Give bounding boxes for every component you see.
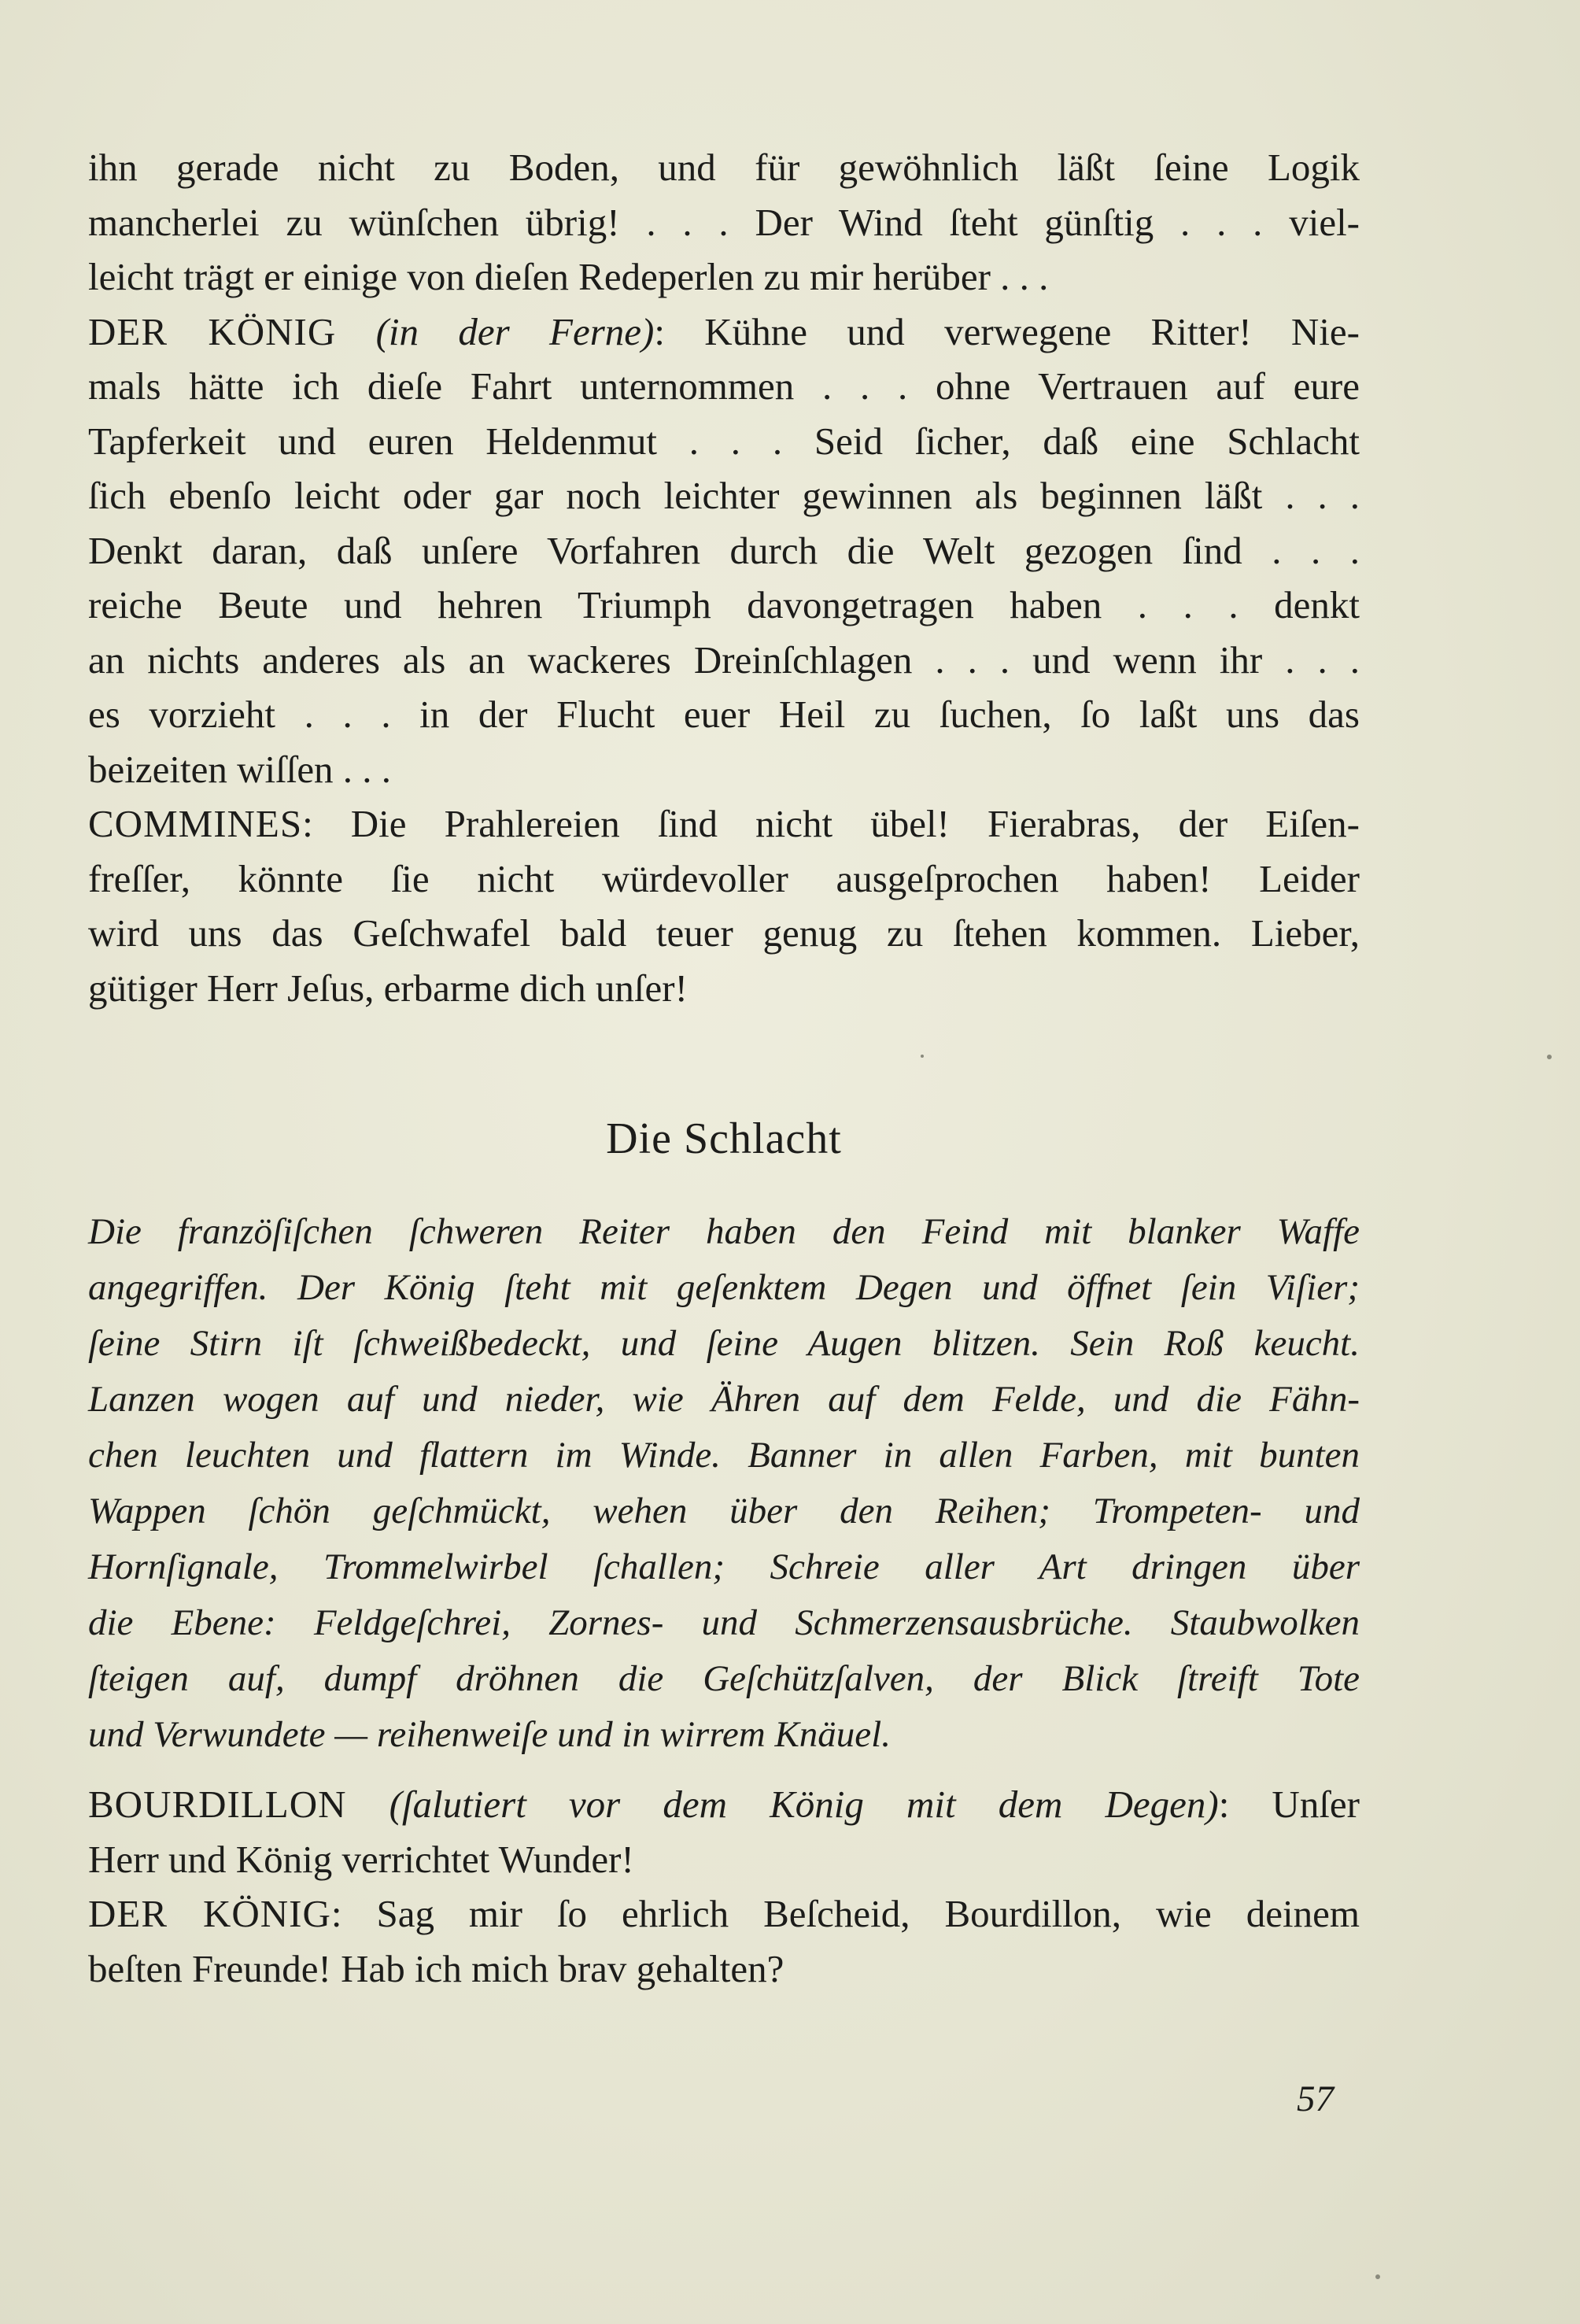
- text-line: ihn gerade nicht zu Boden, und für gewöhnlich läßt ſeine Logik: [88, 146, 1360, 189]
- text-line: ſich ebenſo leicht oder gar noch leichter gewinnen als beginnen läßt . . .: [88, 474, 1360, 517]
- stage-line: Die franzöſiſchen ſchweren Reiter haben den Feind mit blanker Waffe: [88, 1211, 1360, 1252]
- speaker-name: BOURDILLON: [88, 1783, 347, 1826]
- text-line: wird uns das Geſchwafel bald teuer genug zu ſtehen kommen. Lieber,: [88, 911, 1360, 955]
- stage-direction-block: [88, 1204, 1360, 1763]
- text-line: mancherlei zu wünſchen übrig! . . . Der Wind ſteht günſtig . . . viel-: [88, 200, 1360, 244]
- speech-text: : Unſer: [1218, 1783, 1360, 1826]
- stage-line: ſteigen auf, dumpf dröhnen die Geſchützſalven, der Blick ſtreift Tote: [88, 1658, 1360, 1699]
- paper-speck: [1375, 2274, 1380, 2279]
- paper-speck: [1547, 1055, 1552, 1059]
- stage-line: ſeine Stirn iſt ſchweißbedeckt, und ſeine Augen blitzen. Sein Roß keucht.: [88, 1323, 1360, 1364]
- text-line: leicht trägt er einige von dieſen Redeperlen zu mir herüber . . .: [88, 255, 1049, 298]
- text-line: beizeiten wiſſen . . .: [88, 747, 392, 791]
- stage-line: angegriffen. Der König ſteht mit geſenktem Degen und öffnet ſein Viſier;: [88, 1267, 1360, 1308]
- speech-text: : Die Prahlereien ſind nicht übel! Fierabras, der Eiſen-: [302, 802, 1360, 845]
- stage-line: Hornſignale, Trommelwirbel ſchallen; Schreie aller Art dringen über: [88, 1546, 1360, 1587]
- text-line: Herr und König verrichtet Wunder!: [88, 1837, 634, 1881]
- stage-direction: (in der Ferne): [375, 309, 655, 353]
- text-line: Denkt daran, daß unſere Vorfahren durch die Welt gezogen ſind . . .: [88, 528, 1360, 572]
- text-line: mals hätte ich dieſe Fahrt unternommen . . . ohne Vertrauen auf eure: [88, 364, 1360, 408]
- stage-line: Wappen ſchön geſchmückt, wehen über den Reihen; Trompeten- und: [88, 1491, 1360, 1531]
- text-line: es vorzieht . . . in der Flucht euer Heil zu ſuchen, ſo laßt uns das: [88, 693, 1360, 736]
- text-line: reiche Beute und hehren Triumph davongetragen haben . . . denkt: [88, 583, 1360, 626]
- text-line: beſten Freunde! Hab ich mich brav gehalten?: [88, 1946, 784, 1990]
- speaker-name: COMMINES: [88, 802, 303, 845]
- text-line: Tapferkeit und euren Heldenmut . . . Seid ſicher, daß eine Schlacht: [88, 419, 1360, 463]
- text-line: freſſer, könnte ſie nicht würdevoller ausgeſprochen haben! Leider: [88, 856, 1360, 900]
- speech-line-king: [88, 305, 1360, 360]
- speech-text: : Sag mir ſo ehrlich Beſcheid, Bourdillon, wie deinem: [330, 1892, 1360, 1935]
- speech-text: : Kühne und verwegene Ritter! Nie-: [654, 309, 1360, 353]
- speaker-name: DER KÖNIG: [88, 1892, 331, 1935]
- speech-line-bourdillon: [88, 1777, 1360, 1832]
- section-heading: Die Schlacht: [606, 1114, 842, 1163]
- speech-line-commines: [88, 796, 1360, 852]
- speech-line-king: [88, 1886, 1360, 1942]
- stage-line: chen leuchten und flattern im Winde. Banner in allen Farben, mit bunten: [88, 1435, 1360, 1476]
- stage-line: die Ebene: Feldgeſchrei, Zornes- und Schmerzensausbrüche. Staubwolken: [88, 1602, 1360, 1643]
- paper-speck: [921, 1055, 924, 1058]
- stage-line: und Verwundete — reihenweiſe und in wirrem Knäuel.: [88, 1714, 891, 1755]
- stage-direction: (ſalutiert vor dem König mit dem Degen): [389, 1783, 1219, 1826]
- text-line: gütiger Herr Jeſus, erbarme dich unſer!: [88, 966, 688, 1010]
- page-number: 57: [1297, 2078, 1334, 2119]
- speaker-name: DER KÖNIG: [88, 309, 337, 353]
- stage-line: Lanzen wogen auf und nieder, wie Ähren auf dem Felde, und die Fähn-: [88, 1379, 1360, 1420]
- page-text: [88, 140, 1360, 1996]
- text-line: an nichts anderes als an wackeres Dreinſchlagen . . . und wenn ihr . . .: [88, 637, 1360, 682]
